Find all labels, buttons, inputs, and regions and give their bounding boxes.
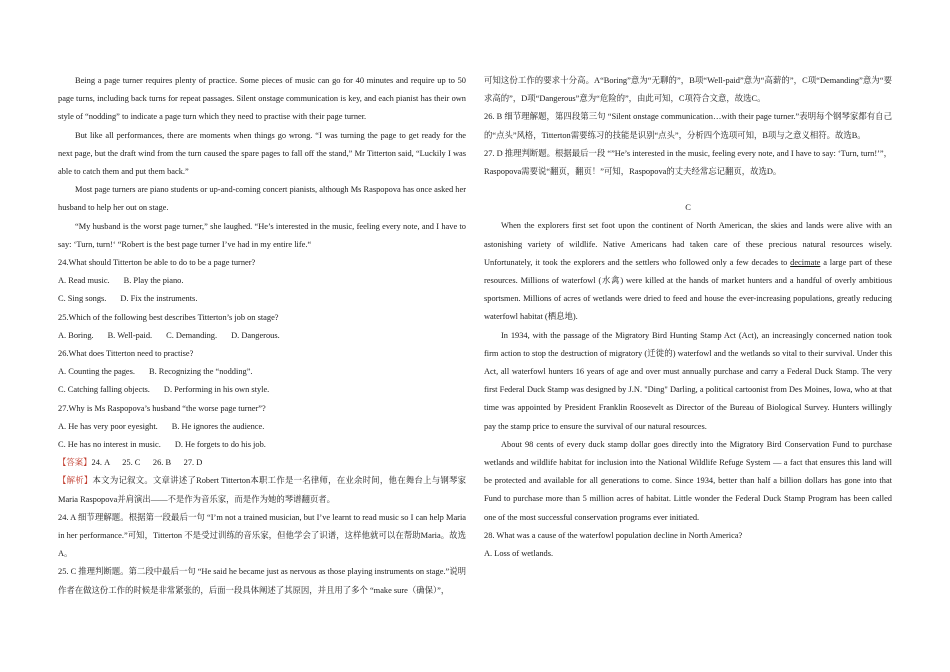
- question-25: 25.Which of the following best describes Titterton’s job on stage?: [58, 312, 279, 322]
- passage-paragraph: “My husband is the worst page turner,” she laughed. “He’s interested in the music, feeling every note, and I have to say: ‘Turn, turn!‘ “Robert is the best page turner I’ve had in my entire life.“: [58, 221, 466, 249]
- passage-text: When the explorers first set foot upon the continent of North American, the skies and lands were alive with an astonishing variety of wildlife. Native Americans had taken care of these precious natural resources wisely. Unfortunately, it took the explorers and the settlers who followed only a few decades to: [484, 221, 892, 267]
- option: D. Fix the instruments.: [120, 294, 198, 304]
- question-28: 28. What was a cause of the waterfowl population decline in North America?: [484, 530, 743, 540]
- spacer: [484, 181, 892, 199]
- passage-paragraph: Most page turners are piano students or up-and-coming concert pianists, although Ms Raspopova has once asked her husband to help her out on stage.: [58, 185, 466, 213]
- option: D. He forgets to do his job.: [174, 440, 266, 450]
- option: C. He has no interest in music.: [58, 440, 161, 450]
- option: C. Demanding.: [166, 330, 218, 340]
- option: A. He has very poor eyesight.: [58, 421, 158, 431]
- passage-paragraph: But like all performances, there are moments when things go wrong. “I was turning the page to get ready for the next page, but the draft wind from the turn caused the spare pages to fall off the stand,” Mr Titterton said, “Luckily I was able to catch them and put them back.”: [58, 130, 466, 177]
- passage-text: a large part of these resources. Millions of waterfowl (水禽) were killed at the hands of market hunters and a handful of overly ambitious sportsmen. Millions of acres of wetlands were dried to feed and house the ever-increasing populations, greatly reducing waterfowl habitat (栖息地).: [484, 257, 892, 322]
- option: A. Read music.: [58, 276, 110, 286]
- question-26: 26.What does Titterton need to practise?: [58, 349, 194, 359]
- explanation-27: 27. D 推理判断题。根据最后一段 “”He’s interested in the music, feeling every note, and I have to say: ‘Turn, turn!’”，Raspopova需要说“翻页，翻页！”可知，Raspopova的丈夫经常忘记翻页，故选D。: [484, 148, 892, 177]
- option: B. He ignores the audience.: [171, 421, 265, 431]
- option: A. Boring.: [58, 330, 94, 340]
- options-row: [58, 418, 466, 436]
- explanation-24: 24. A 细节理解题。根据第一段最后一句 “I’m not a trained musician, but I’ve learnt to read music so I can help Maria in her performance.”可知，Titterton 不是受过训练的音乐家，但他学会了识谱，这样他就可以在帮助Maria。故选A。: [58, 512, 466, 559]
- passage-paragraph: In 1934, with the passage of the Migratory Bird Hunting Stamp Act (Act), an increasingly concerned nation took firm action to stop the destruction of migratory (迁徙的) waterfowl and the wetlands so vital to their survival. Under this Act, all waterfowl hunters 16 years of age and over must annually purchase and carry a Federal Duck Stamp. The very first Federal Duck Stamp was designed by J.N. "Ding" Darling, a political cartoonist from Des Moines, Iowa, who at that time was appointed by President Franklin Roosevelt as Director of the Bureau of Biological Survey. Hunters willingly pay the stamp price to ensure the survival of our natural resources.: [484, 330, 892, 431]
- option: C. Catching falling objects.: [58, 385, 150, 395]
- option: D. Dangerous.: [231, 330, 280, 340]
- explanation-25-continued: 可知这份工作的要求十分高。A“Boring”意为“无聊的”，B项“Well-paid”意为“高薪的”，C项“Demanding”意为“要求高的”，D项“Dangerous”意为“危险的”，由此可知，C项符合文意，故选C。: [484, 76, 892, 104]
- question-24: 24.What should Titterton be able to do to be a page turner?: [58, 258, 256, 268]
- options-row: [58, 272, 466, 290]
- analysis-tag: 【解析】: [58, 476, 93, 486]
- answer-key: [58, 454, 466, 472]
- question-27: 27.Why is Ms Raspopova’s husband “the worse page turner”?: [58, 403, 266, 413]
- option: B. Recognizing the “nodding”.: [149, 367, 253, 377]
- options-row: [58, 363, 466, 381]
- option: B. Play the piano.: [123, 276, 184, 286]
- passage-paragraph: About 98 cents of every duck stamp dollar goes directly into the Migratory Bird Conservation Fund to purchase wetlands and wildlife habitat for inclusion into the National Wildlife Refuge System — a fact that ensures this land will be protected and available for all generations to come. Since 1934, better than half a billion dollars has gone into that Fund to purchase more than 5 million acres of habitat. Little wonder the Federal Duck Stamp Program has been called one of the most successful conservation programs ever initiated.: [484, 439, 892, 522]
- analysis-text: 本文为记叙文。文章讲述了Robert Titterton本职工作是一名律师，在业余时间，他在舞台上与钢琴家Maria Raspopova并肩演出——不是作为音乐家，而是作为她的琴谱翻页者。: [58, 476, 467, 504]
- option: D. Performing in his own style.: [163, 385, 270, 395]
- options-row: [58, 327, 466, 345]
- section-label: C: [685, 203, 691, 213]
- explanation-26: 26. B 细节理解题，第四段第三句 “Silent onstage communication…with their page turner.”表明每个钢琴家都有自己的“点头”风格，Titterton需要练习的技能是识别“点头”，分析四个选项可知，B项与之意义相符。故选B。: [484, 112, 892, 140]
- passage-paragraph: [484, 217, 892, 326]
- explanation-25: 25. C 推理判断题。第二段中最后一句 “He said he became just as nervous as those playing instruments on stage.”说明作者在做这份工作的时候是非常紧张的，后面一段具体阐述了其原因，并且用了多个 “make sure（确保）”，: [58, 567, 466, 595]
- options-row: [58, 381, 466, 399]
- left-column: [58, 72, 466, 600]
- analysis-summary: [58, 472, 466, 508]
- passage-paragraph: Being a page turner requires plenty of practice. Some pieces of music can go for 40 minutes and require up to 50 page turns, including back turns for repeat passages. Silent onstage communication is key, and each pianist has their own style of “nodding” to indicate a page turn which they need to practise with their page turner.: [58, 76, 466, 122]
- options-row: [58, 290, 466, 308]
- option: C. Sing songs.: [58, 294, 107, 304]
- option: A. Counting the pages.: [58, 367, 135, 377]
- underlined-word: decimate: [790, 257, 821, 267]
- option: A. Loss of wetlands.: [484, 549, 554, 559]
- right-column: [484, 72, 892, 563]
- answer-tag: 【答案】: [58, 458, 92, 468]
- option: B. Well-paid.: [107, 330, 153, 340]
- answer-list: 24. A 25. C 26. B 27. D: [91, 458, 203, 468]
- options-row: [58, 436, 466, 454]
